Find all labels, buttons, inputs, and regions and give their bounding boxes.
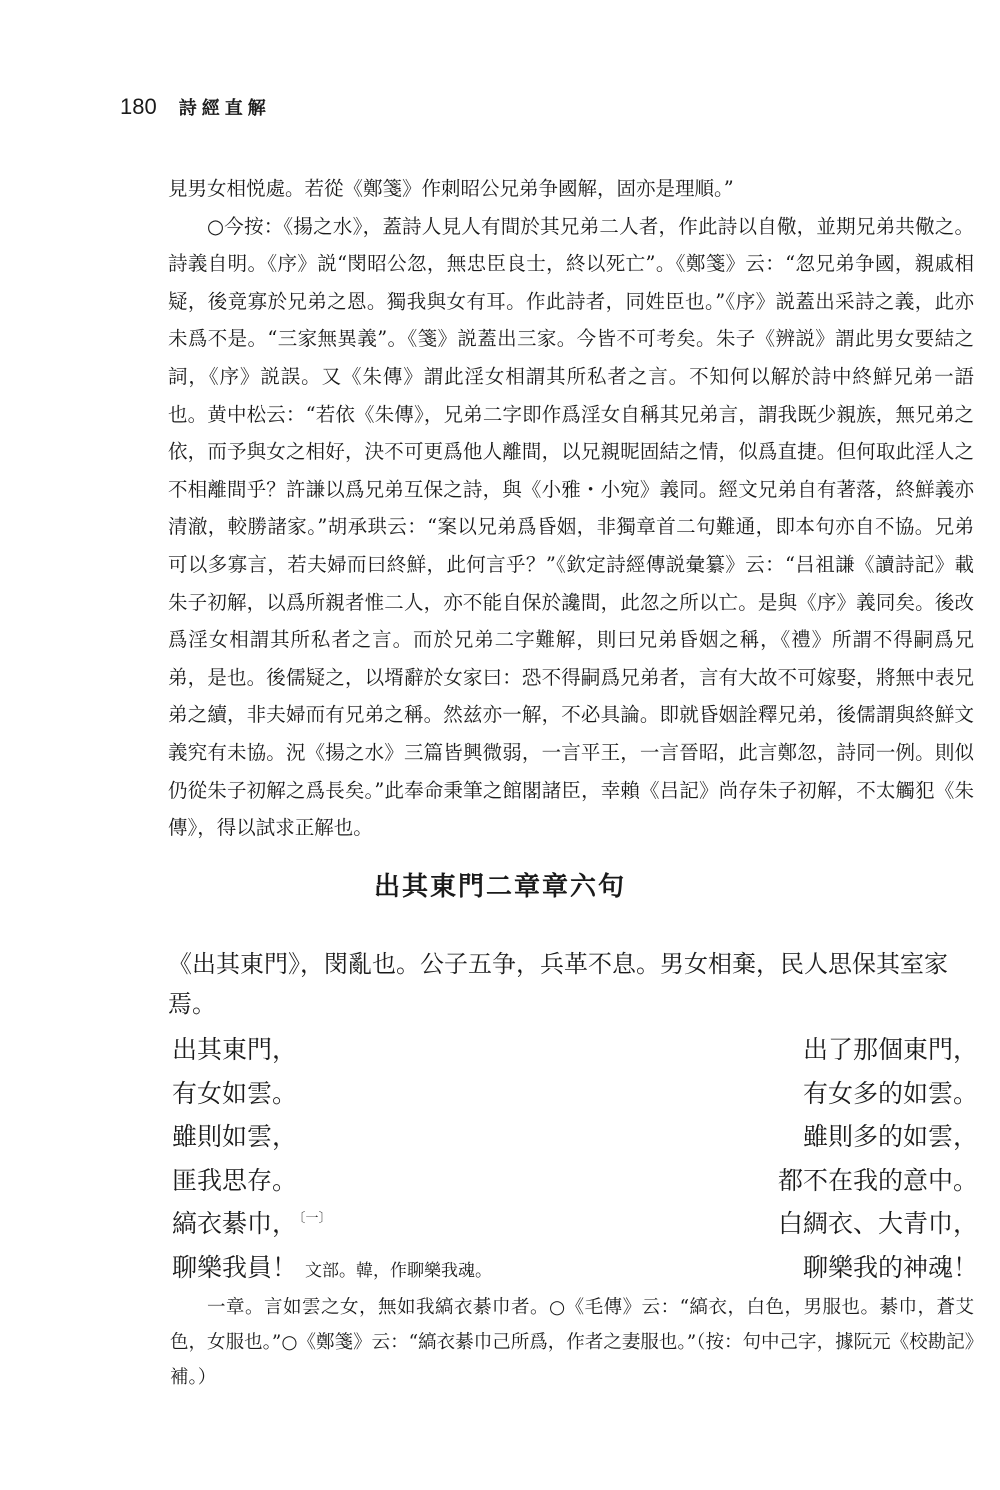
page-header xyxy=(120,94,271,124)
original-text: 縞衣綦巾， xyxy=(172,1209,298,1239)
translation-line: 聊樂我的神魂！ xyxy=(802,1252,978,1282)
body-text xyxy=(168,170,974,847)
translation-line: 雖則多的如雲， xyxy=(802,1122,978,1152)
poem-line xyxy=(172,1074,978,1118)
original-line: 出其東門， xyxy=(172,1035,298,1064)
original-text: 聊樂我員！ xyxy=(172,1252,298,1282)
footnote-marker: 〔一〕 xyxy=(299,1211,332,1227)
translation-line: 都不在我的意中。 xyxy=(777,1165,978,1195)
translation-line: 有女多的如雲。 xyxy=(802,1078,978,1108)
translation-line: 出了那個東門， xyxy=(802,1035,978,1064)
poem-line xyxy=(172,1161,978,1205)
page-number: 180 xyxy=(120,94,157,119)
poem-line xyxy=(172,1248,978,1292)
original-line: 匪我思存。 xyxy=(172,1165,298,1195)
translation-line: 白綢衣、大青巾， xyxy=(777,1209,978,1239)
preface-text: 《出其東門》，閔亂也。公子五争，兵革不息。男女相棄，民人思保其室家焉。 xyxy=(168,950,948,1018)
original-line: 有女如雲。 xyxy=(172,1078,298,1108)
chapter-commentary: 一章。言如雲之女，無如我縞衣綦巾者。○《毛傳》云：“縞衣，白色，男服也。綦巾，蒼艾色，女服也。”○《鄭箋》云：“縞衣綦巾己所爲，作者之妻服也。”（按：句中己字，據阮元《校勘記》補。） xyxy=(170,1297,974,1388)
poem-line xyxy=(172,1030,978,1074)
poem xyxy=(172,1030,978,1292)
original-line-with-note xyxy=(172,1248,492,1284)
running-title: 詩經直解 xyxy=(178,98,271,119)
poem-line xyxy=(172,1204,978,1248)
original-line: 雖則如雲， xyxy=(172,1122,298,1152)
section-title: 出其東門二章章六句 xyxy=(373,872,626,902)
original-line-with-note xyxy=(172,1204,332,1240)
paragraph-commentary: ○今按：《揚之水》，蓋詩人見人有間於其兄弟二人者，作此詩以自儆，並期兄弟共儆之。詩義自明。《序》説“閔昭公忽，無忠臣良士，終以死亡”。《鄭箋》云：“忽兄弟争國，親戚相疑，後竟寡於兄弟之恩。獨我與女有耳。作此詩者，同姓臣也。”《序》説蓋出采詩之義，此亦未爲不是。“三家無異義”。《箋》説蓋出三家。今皆不可考矣。朱子《辨説》謂此男女要結之詞，《序》説誤。又《朱傳》謂此淫女相謂其所私者之言。不知何以解於詩中終鮮兄弟一語也。黄中松云：“若依《朱傳》，兄弟二字即作爲淫女自稱其兄弟言，謂我既少親族，無兄弟之依，而予與女之相好，決不可更爲他人離間，以兄親昵固結之情，似爲直捷。但何取此淫人之不相離間乎？許謙以爲兄弟互保之詩，與《小雅・小宛》義同。經文兄弟自有著落，終鮮義亦清澈，較勝諸家。”胡承珙云：“案以兄弟爲昏姻，非獨章首二句難通，即本句亦自不協。兄弟可以多寡言，若夫婦而曰終鮮，此何言乎？”《欽定詩經傳説彙纂》云：“吕祖謙《讀詩記》載朱子初解，以爲所親者惟二人，亦不能自保於讒間，此忽之所以亡。是與《序》義同矣。後改爲淫女相謂其所私者之言。而於兄弟二字難解，則曰兄弟昏姻之稱，《禮》所謂不得嗣爲兄弟，是也。後儒疑之，以壻辭於女家曰：恐不得嗣爲兄弟者，言有大故不可嫁娶，將無中表兄弟之續，非夫婦而有兄弟之稱。然兹亦一解，不必具論。即就昏姻詮釋兄弟，後儒謂與終鮮文義究有未協。況《揚之水》三篇皆興微弱，一言平王，一言晉昭，此言鄭忽，詩同一例。則似仍從朱子初解之爲長矣。”此奉命秉筆之館閣諸臣，幸賴《吕記》尚存朱子初解，不太觸犯《朱傳》，得以試求正解也。 xyxy=(168,214,974,840)
rhyme-note: 文部。韓，作聊樂我魂。 xyxy=(305,1260,493,1281)
paragraph-continuation: 見男女相悦處。若從《鄭箋》作刺昭公兄弟争國解，固亦是理順。” xyxy=(168,177,734,200)
poem-line xyxy=(172,1117,978,1161)
